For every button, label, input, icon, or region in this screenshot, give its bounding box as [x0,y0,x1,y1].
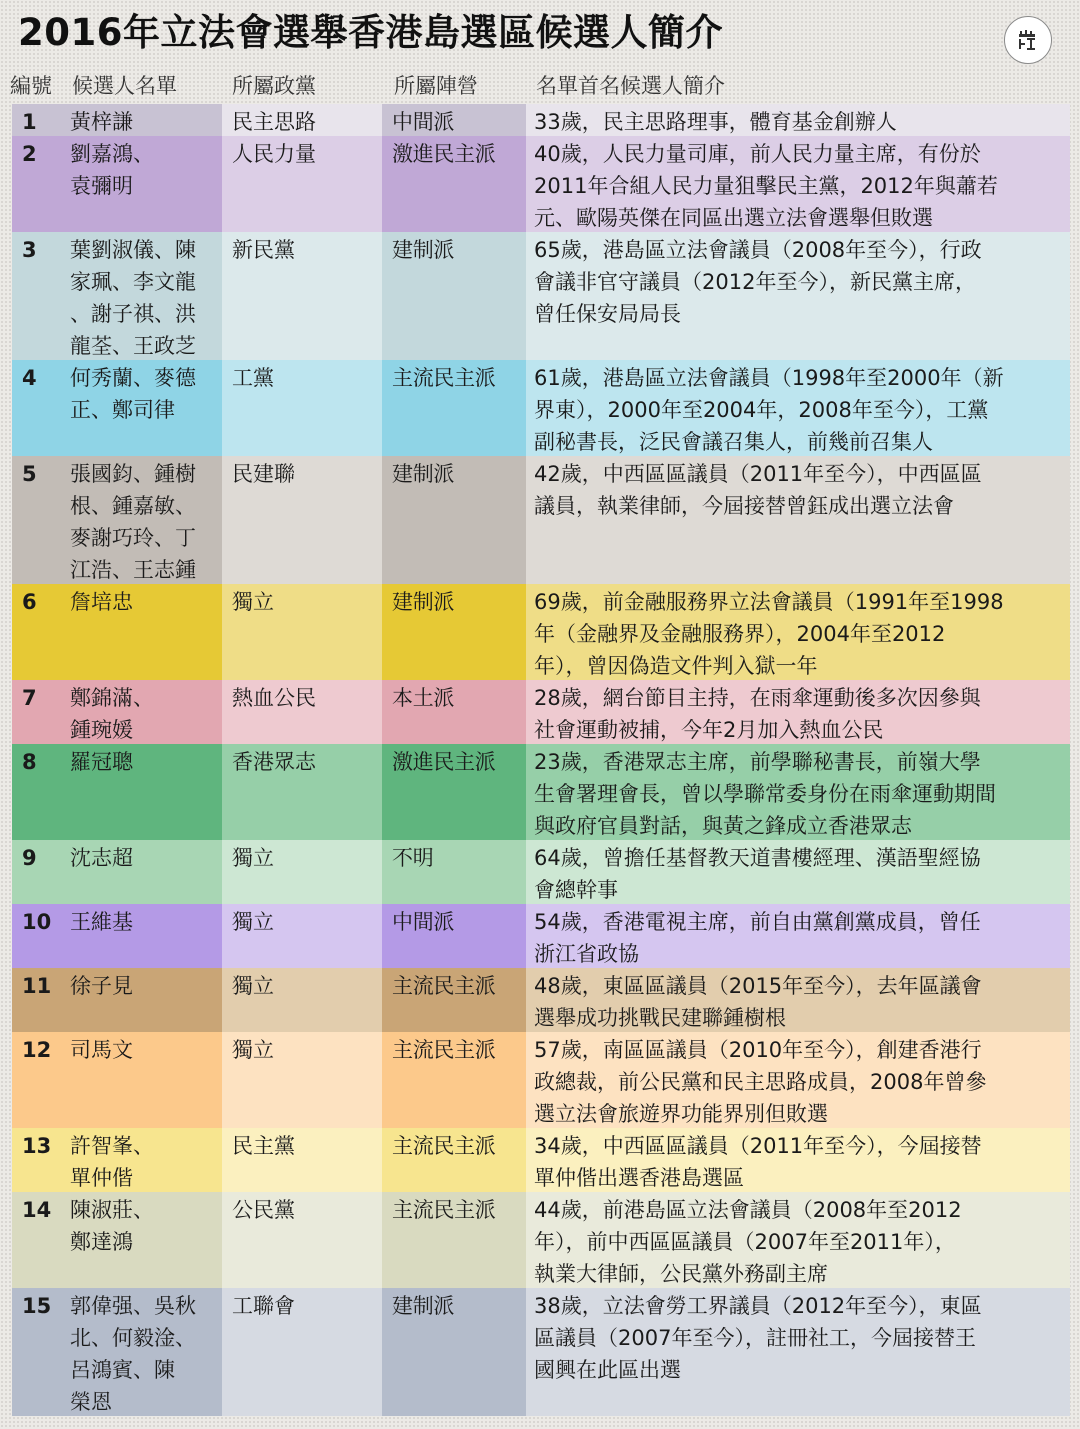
table-row [12,1128,1070,1192]
candidate-names [60,744,222,840]
table-row [12,744,1070,840]
candidate-names [60,1032,222,1128]
candidate-bio [526,968,1070,1032]
header-camp: 所屬陣營 [394,74,478,98]
candidate-names-line: 龍荃、王政芝 [70,334,196,358]
candidate-bio-line: 區議員（2007年至今），註冊社工，今屆接替王 [534,1326,976,1350]
candidate-bio [526,840,1070,904]
candidate-number: 10 [12,904,60,968]
candidate-bio-line: 69歲，前金融服務界立法會議員（1991年至1998 [534,590,1004,614]
candidate-bio [526,904,1070,968]
candidate-names-line: 詹培忠 [70,590,133,614]
candidate-camp: 主流民主派 [382,1128,526,1192]
candidate-bio-line: 42歲，中西區區議員（2011年至今），中西區區 [534,462,982,486]
candidate-bio-line: 選立法會旅遊界功能界別但敗選 [534,1102,828,1126]
candidate-bio-line: 會議非官守議員（2012年至今），新民黨主席， [534,270,976,294]
candidate-bio [526,104,1070,136]
table-row [12,232,1070,360]
candidate-camp: 主流民主派 [382,360,526,456]
candidate-party: 民主思路 [222,104,382,136]
candidate-bio-line: 執業大律師，公民黨外務副主席 [534,1262,828,1286]
candidate-names [60,1288,222,1416]
logo-icon [1004,16,1052,64]
candidate-number: 14 [12,1192,60,1288]
candidate-names-line: 鍾琬媛 [70,718,133,742]
candidate-names-line: 麥謝巧玲、丁 [70,526,196,550]
page-title: 2016年立法會選舉香港島選區候選人簡介 [18,11,723,54]
header-name: 候選人名單 [72,74,177,98]
header-num: 編號 [10,74,52,98]
candidate-bio-line: 2011年合組人民力量狙擊民主黨，2012年與蕭若 [534,174,998,198]
candidate-bio-line: 年），曾因偽造文件判入獄一年 [534,654,818,678]
table-header [0,68,1080,102]
candidate-bio [526,1288,1070,1416]
candidate-bio [526,1032,1070,1128]
candidate-bio-line: 界東），2000年至2004年，2008年至今），工黨 [534,398,989,422]
candidate-bio-line: 38歲，立法會勞工界議員（2012年至今），東區 [534,1294,982,1318]
candidate-bio [526,744,1070,840]
candidate-names [60,968,222,1032]
candidate-camp: 建制派 [382,232,526,360]
candidate-number: 13 [12,1128,60,1192]
candidate-bio-line: 單仲偕出選香港島選區 [534,1166,744,1190]
candidate-number: 3 [12,232,60,360]
candidate-camp: 主流民主派 [382,1192,526,1288]
candidate-bio-line: 64歲，曾擔任基督教天道書樓經理、漢語聖經協 [534,846,981,870]
candidate-names [60,1192,222,1288]
candidate-bio-line: 34歲，中西區區議員（2011年至今），今屆接替 [534,1134,982,1158]
candidate-names [60,232,222,360]
candidate-names-line: 黃梓謙 [70,110,133,134]
header-party: 所屬政黨 [232,74,316,98]
candidate-names-line: 鄭達鴻 [70,1230,133,1254]
candidate-party: 獨立 [222,1032,382,1128]
candidate-party: 公民黨 [222,1192,382,1288]
candidate-camp: 主流民主派 [382,1032,526,1128]
candidate-number: 9 [12,840,60,904]
candidate-bio-line: 23歲，香港眾志主席，前學聯秘書長，前嶺大學 [534,750,981,774]
candidate-camp: 激進民主派 [382,136,526,232]
candidate-bio [526,584,1070,680]
candidate-party: 民主黨 [222,1128,382,1192]
candidate-bio-line: 選舉成功挑戰民建聯鍾樹根 [534,1006,786,1030]
candidate-names-line: 許智峯、 [70,1134,154,1158]
candidate-number: 5 [12,456,60,584]
candidate-bio-line: 57歲，南區區議員（2010年至今），創建香港行 [534,1038,982,1062]
candidate-names-line: 江浩、王志鍾 [70,558,196,582]
candidate-bio-line: 65歲，港島區立法會議員（2008年至今），行政 [534,238,982,262]
candidate-bio-line: 浙江省政協 [534,942,639,966]
candidate-bio [526,680,1070,744]
candidate-names-line: 沈志超 [70,846,133,870]
candidate-bio [526,456,1070,584]
table-row [12,840,1070,904]
table-row [12,584,1070,680]
table-row [12,456,1070,584]
candidate-party: 熱血公民 [222,680,382,744]
candidate-names-line: 單仲偕 [70,1166,133,1190]
candidate-bio [526,1192,1070,1288]
candidate-number: 7 [12,680,60,744]
table-row [12,1192,1070,1288]
candidate-names-line: 司馬文 [70,1038,133,1062]
candidate-names-line: 陳淑莊、 [70,1198,154,1222]
candidate-names [60,1128,222,1192]
candidate-names-line: 何秀蘭、麥德 [70,366,196,390]
candidate-names [60,456,222,584]
candidate-number: 15 [12,1288,60,1416]
candidate-bio-line: 33歲，民主思路理事，體育基金創辦人 [534,110,897,134]
candidate-party: 獨立 [222,904,382,968]
candidate-number: 11 [12,968,60,1032]
candidate-bio-line: 年），前中西區區議員（2007年至2011年）， [534,1230,956,1254]
candidate-names-line: 鄭錦滿、 [70,686,154,710]
candidate-names [60,104,222,136]
candidate-bio [526,1128,1070,1192]
candidate-names-line: 正、鄭司律 [70,398,175,422]
table-row [12,136,1070,232]
candidate-number: 6 [12,584,60,680]
candidate-camp: 建制派 [382,1288,526,1416]
candidate-bio-line: 曾任保安局局長 [534,302,681,326]
candidate-bio-line: 政總裁，前公民黨和民主思路成員，2008年曾參 [534,1070,987,1094]
candidate-bio-line: 40歲，人民力量司庫，前人民力量主席，有份於 [534,142,981,166]
candidate-number: 8 [12,744,60,840]
header-bio: 名單首名候選人簡介 [536,74,725,98]
candidate-bio-line: 元、歐陽英傑在同區出選立法會選舉但敗選 [534,206,933,230]
candidate-party: 工聯會 [222,1288,382,1416]
candidate-bio-line: 54歲，香港電視主席，前自由黨創黨成員，曾任 [534,910,981,934]
candidate-names [60,136,222,232]
candidate-table [12,104,1070,1416]
candidate-party: 民建聯 [222,456,382,584]
candidate-names-line: 榮恩 [70,1390,112,1414]
candidate-bio-line: 與政府官員對話，與黃之鋒成立香港眾志 [534,814,912,838]
candidate-names [60,360,222,456]
candidate-bio-line: 副秘書長，泛民會議召集人，前幾前召集人 [534,430,933,454]
candidate-camp: 中間派 [382,104,526,136]
candidate-party: 獨立 [222,840,382,904]
candidate-names-line: 王維基 [70,910,133,934]
candidate-names-line: 、謝子祺、洪 [70,302,196,326]
candidate-number: 12 [12,1032,60,1128]
candidate-names-line: 袁彌明 [70,174,133,198]
candidate-camp: 建制派 [382,584,526,680]
candidate-bio [526,136,1070,232]
candidate-names-line: 郭偉强、吳秋 [70,1294,196,1318]
candidate-party: 獨立 [222,584,382,680]
candidate-camp: 本土派 [382,680,526,744]
candidate-names-line: 呂鴻賓、陳 [70,1358,175,1382]
table-row [12,1288,1070,1416]
candidate-party: 獨立 [222,968,382,1032]
candidate-bio-line: 61歲，港島區立法會議員（1998年至2000年（新 [534,366,1004,390]
candidate-bio-line: 年（金融界及金融服務界），2004年至2012 [534,622,946,646]
candidate-names-line: 張國鈞、鍾樹 [70,462,196,486]
candidate-camp: 建制派 [382,456,526,584]
candidate-names [60,680,222,744]
candidate-camp: 主流民主派 [382,968,526,1032]
table-row [12,680,1070,744]
candidate-number: 1 [12,104,60,136]
candidate-bio-line: 國興在此區出選 [534,1358,681,1382]
candidate-names-line: 家珮、李文龍 [70,270,196,294]
candidate-number: 4 [12,360,60,456]
candidate-names [60,840,222,904]
candidate-number: 2 [12,136,60,232]
candidate-names [60,584,222,680]
candidate-names-line: 葉劉淑儀、陳 [70,238,196,262]
candidate-names-line: 徐子見 [70,974,133,998]
candidate-names-line: 北、何毅淦、 [70,1326,196,1350]
candidate-bio-line: 社會運動被捕，今年2月加入熱血公民 [534,718,884,742]
candidate-names-line: 劉嘉鴻、 [70,142,154,166]
candidate-party: 工黨 [222,360,382,456]
candidate-bio [526,360,1070,456]
candidate-party: 香港眾志 [222,744,382,840]
candidate-bio-line: 48歲，東區區議員（2015年至今），去年區議會 [534,974,982,998]
candidate-party: 新民黨 [222,232,382,360]
candidate-bio-line: 28歲，網台節目主持，在雨傘運動後多次因參與 [534,686,981,710]
candidate-party: 人民力量 [222,136,382,232]
candidate-bio [526,232,1070,360]
table-row [12,904,1070,968]
candidate-names-line: 根、鍾嘉敏、 [70,494,196,518]
candidate-bio-line: 議員，執業律師，今屆接替曾鈺成出選立法會 [534,494,954,518]
candidate-camp: 不明 [382,840,526,904]
table-row [12,360,1070,456]
table-row [12,1032,1070,1128]
candidate-bio-line: 生會署理會長，曾以學聯常委身份在雨傘運動期間 [534,782,996,806]
table-row [12,968,1070,1032]
candidate-names [60,904,222,968]
candidate-names-line: 羅冠聰 [70,750,133,774]
candidate-camp: 中間派 [382,904,526,968]
candidate-bio-line: 44歲，前港島區立法會議員（2008年至2012 [534,1198,962,1222]
table-row [12,104,1070,136]
candidate-bio-line: 會總幹事 [534,878,618,902]
candidate-camp: 激進民主派 [382,744,526,840]
